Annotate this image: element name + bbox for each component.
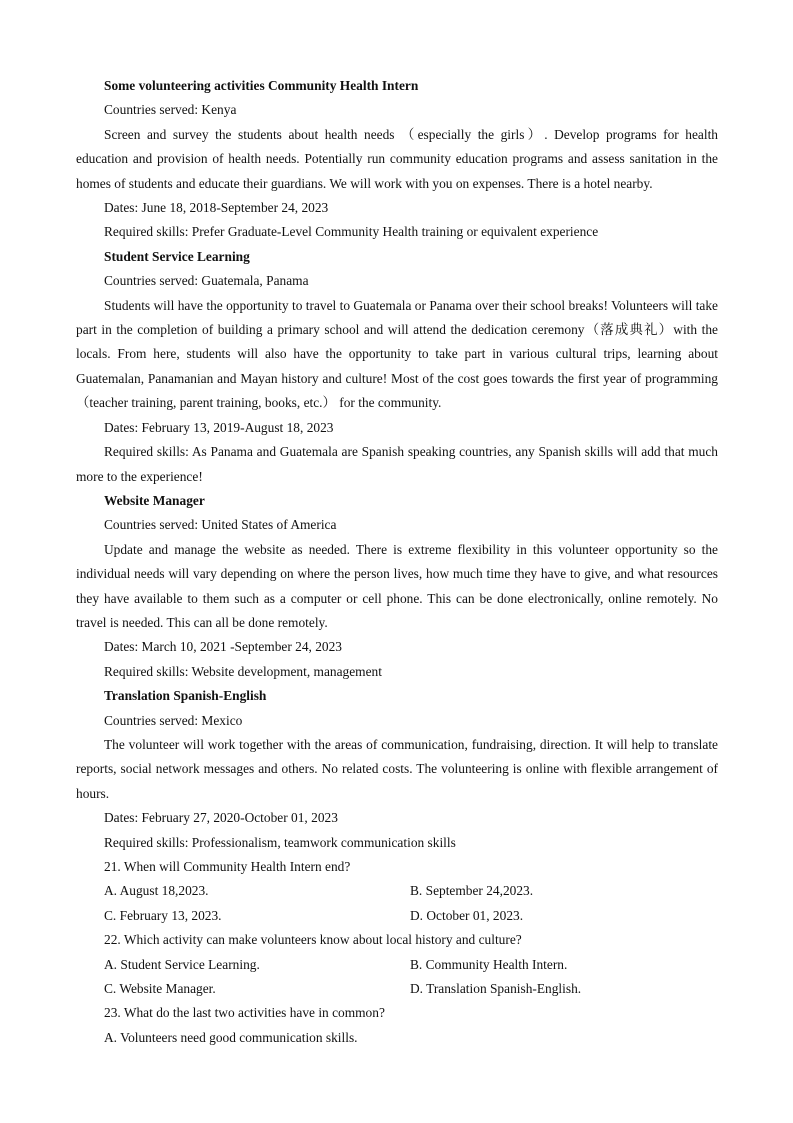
options-row	[76, 879, 718, 903]
question-text: 21. When will Community Health Intern end?	[104, 859, 351, 874]
activity-community-health	[76, 74, 718, 245]
activity-translation	[76, 684, 718, 855]
activity-student-service	[76, 245, 718, 489]
activity-dates: Dates: February 13, 2019-August 18, 2023	[104, 419, 334, 435]
question-23	[76, 1001, 718, 1050]
activity-countries: Countries served: United States of America	[104, 517, 337, 533]
activity-description: Students will have the opportunity to travel to Guatemala or Panama over their school breaks! Volunteers will take part in the completion of building a primary school and will attend the dedication ceremony（落成典礼）with the locals. From here, students will also have the opportunity to take part in various cultural trips, learning about Guatemalan, Panamanian and Mayan history and culture! Most of the cost goes towards the first year of programming（teacher training, parent training, books, etc.） for the community.	[76, 297, 718, 411]
question-text: 23. What do the last two activities have in common?	[104, 1005, 385, 1021]
activity-description: Update and manage the website as needed. There is extreme flexibility in this volunteer opportunity so the individual needs will vary depending on where the person lives, how much time they have to give, and what resources they have available to them such as a computer or cell phone. This can be done electronically, online remotely. No travel is needed. This can all be done remotely.	[76, 541, 718, 630]
option-a: A. Volunteers need good communication skills.	[104, 1029, 358, 1045]
document-page	[76, 74, 718, 1050]
activity-dates: Dates: February 27, 2020-October 01, 2023	[104, 810, 338, 826]
question-22	[76, 928, 718, 1001]
option-d: D. October 01, 2023.	[410, 907, 524, 923]
activity-skills: Required skills: As Panama and Guatemala are Spanish speaking countries, any Spanish skills will add that much more to the experience!	[76, 444, 718, 484]
option-b: B. September 24,2023.	[410, 883, 534, 899]
options-row	[76, 953, 718, 977]
options-row	[76, 904, 718, 928]
activity-countries: Countries served: Guatemala, Panama	[104, 273, 309, 289]
option-b: B. Community Health Intern.	[410, 956, 568, 972]
activity-title: Website Manager	[104, 492, 205, 508]
option-c: C. February 13, 2023.	[104, 907, 222, 923]
activity-skills: Required skills: Prefer Graduate-Level Community Health training or equivalent experience	[104, 224, 599, 240]
activity-countries: Countries served: Kenya	[104, 102, 237, 118]
activity-title: Some volunteering activities Community Health Intern	[104, 78, 419, 93]
question-21	[76, 855, 718, 928]
activity-dates: Dates: March 10, 2021 -September 24, 2023	[104, 639, 343, 655]
option-d: D. Translation Spanish-English.	[410, 981, 582, 997]
activity-title: Translation Spanish-English	[104, 688, 267, 704]
activity-website-manager	[76, 489, 718, 684]
option-a: A. August 18,2023.	[104, 883, 209, 899]
option-c: C. Website Manager.	[104, 981, 216, 997]
options-row	[76, 977, 718, 1001]
activity-description: Screen and survey the students about health needs （especially the girls）. Develop programs for health education and provision of health needs. Potentially run community education programs and assess sanitation in the homes of students and educate their guardians. We will work with you on expenses. There is a hotel nearby.	[76, 126, 718, 191]
activity-skills: Required skills: Professionalism, teamwork communication skills	[104, 834, 456, 850]
activity-countries: Countries served: Mexico	[104, 712, 243, 728]
question-text: 22. Which activity can make volunteers know about local history and culture?	[104, 932, 522, 948]
activity-dates: Dates: June 18, 2018-September 24, 2023	[104, 200, 329, 216]
activity-title: Student Service Learning	[104, 248, 250, 264]
activity-skills: Required skills: Website development, management	[104, 663, 382, 679]
activity-description: The volunteer will work together with the areas of communication, fundraising, direction. It will help to translate reports, social network messages and others. No related costs. The volunteering is online with flexible arrangement of hours.	[76, 736, 718, 801]
option-a: A. Student Service Learning.	[104, 956, 260, 972]
